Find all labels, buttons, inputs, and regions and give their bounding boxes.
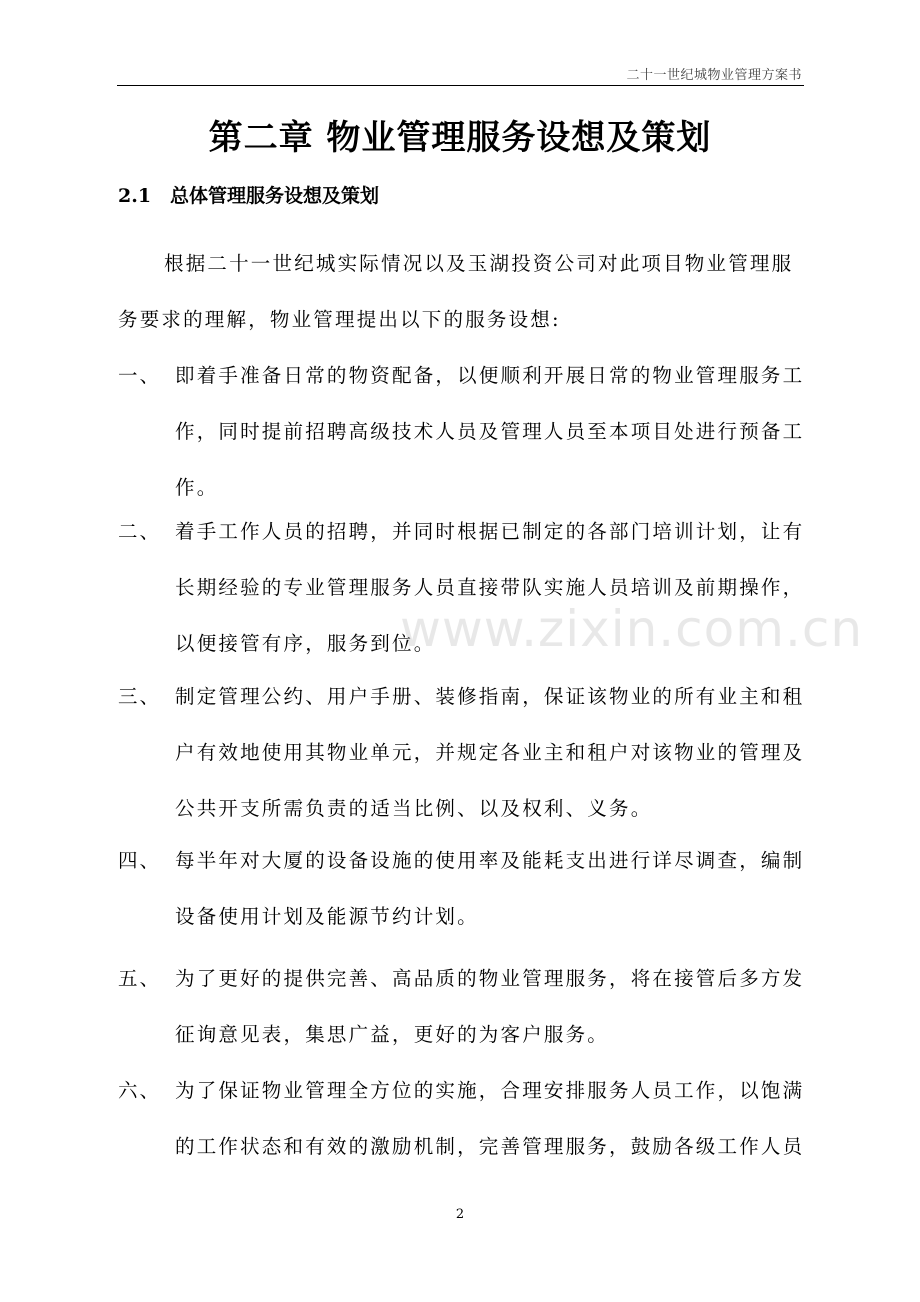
running-header: 二十一世纪城物业管理方案书 [626, 68, 802, 83]
list-item-text: 每半年对大厦的设备设施的使用率及能耗支出进行详尽调查，编制设备使用计划及能源节约计划。 [175, 849, 805, 928]
chapter-title: 第二章 物业管理服务设想及策划 [208, 118, 712, 158]
page-number: 2 [455, 1207, 465, 1222]
list-item-number: 六、 [118, 1079, 162, 1102]
list-item-number: 一、 [118, 364, 162, 387]
list-item-text: 制定管理公约、用户手册、装修指南，保证该物业的所有业主和租户有效地使用其物业单元，并规定各业主和租户对该物业的管理及公共开支所需负责的适当比例、以及权利、义务。 [175, 685, 805, 820]
watermark: www.zixin.com.cn [400, 600, 864, 658]
section-number: 2.1 [118, 185, 152, 207]
list-item-text: 为了保证物业管理全方位的实施，合理安排服务人员工作，以饱满的工作状态和有效的激励机制，完善管理服务，鼓励各级工作人员 [175, 1079, 805, 1158]
list-item-text: 着手工作人员的招聘，并同时根据已制定的各部门培训计划，让有长期经验的专业管理服务人员直接带队实施人员培训及前期操作，以便接管有序，服务到位。 [175, 520, 805, 655]
list-item-text: 即着手准备日常的物资配备，以便顺利开展日常的物业管理服务工作，同时提前招聘高级技术人员及管理人员至本项目处进行预备工作。 [175, 364, 805, 499]
intro-paragraph: 根据二十一世纪城实际情况以及玉湖投资公司对此项目物业管理服务要求的理解，物业管理提出以下的服务设想: [118, 252, 794, 331]
section-heading [118, 181, 379, 208]
list-item-number: 五、 [118, 967, 162, 990]
list-item-number: 三、 [118, 685, 162, 708]
list-item-number: 二、 [118, 520, 162, 543]
list-item-text: 为了更好的提供完善、高品质的物业管理服务，将在接管后多方发征询意见表，集思广益，更好的为客户服务。 [175, 967, 805, 1046]
section-title: 总体管理服务设想及策划 [170, 185, 380, 207]
list-item-number: 四、 [118, 849, 162, 872]
header-divider [117, 85, 804, 86]
